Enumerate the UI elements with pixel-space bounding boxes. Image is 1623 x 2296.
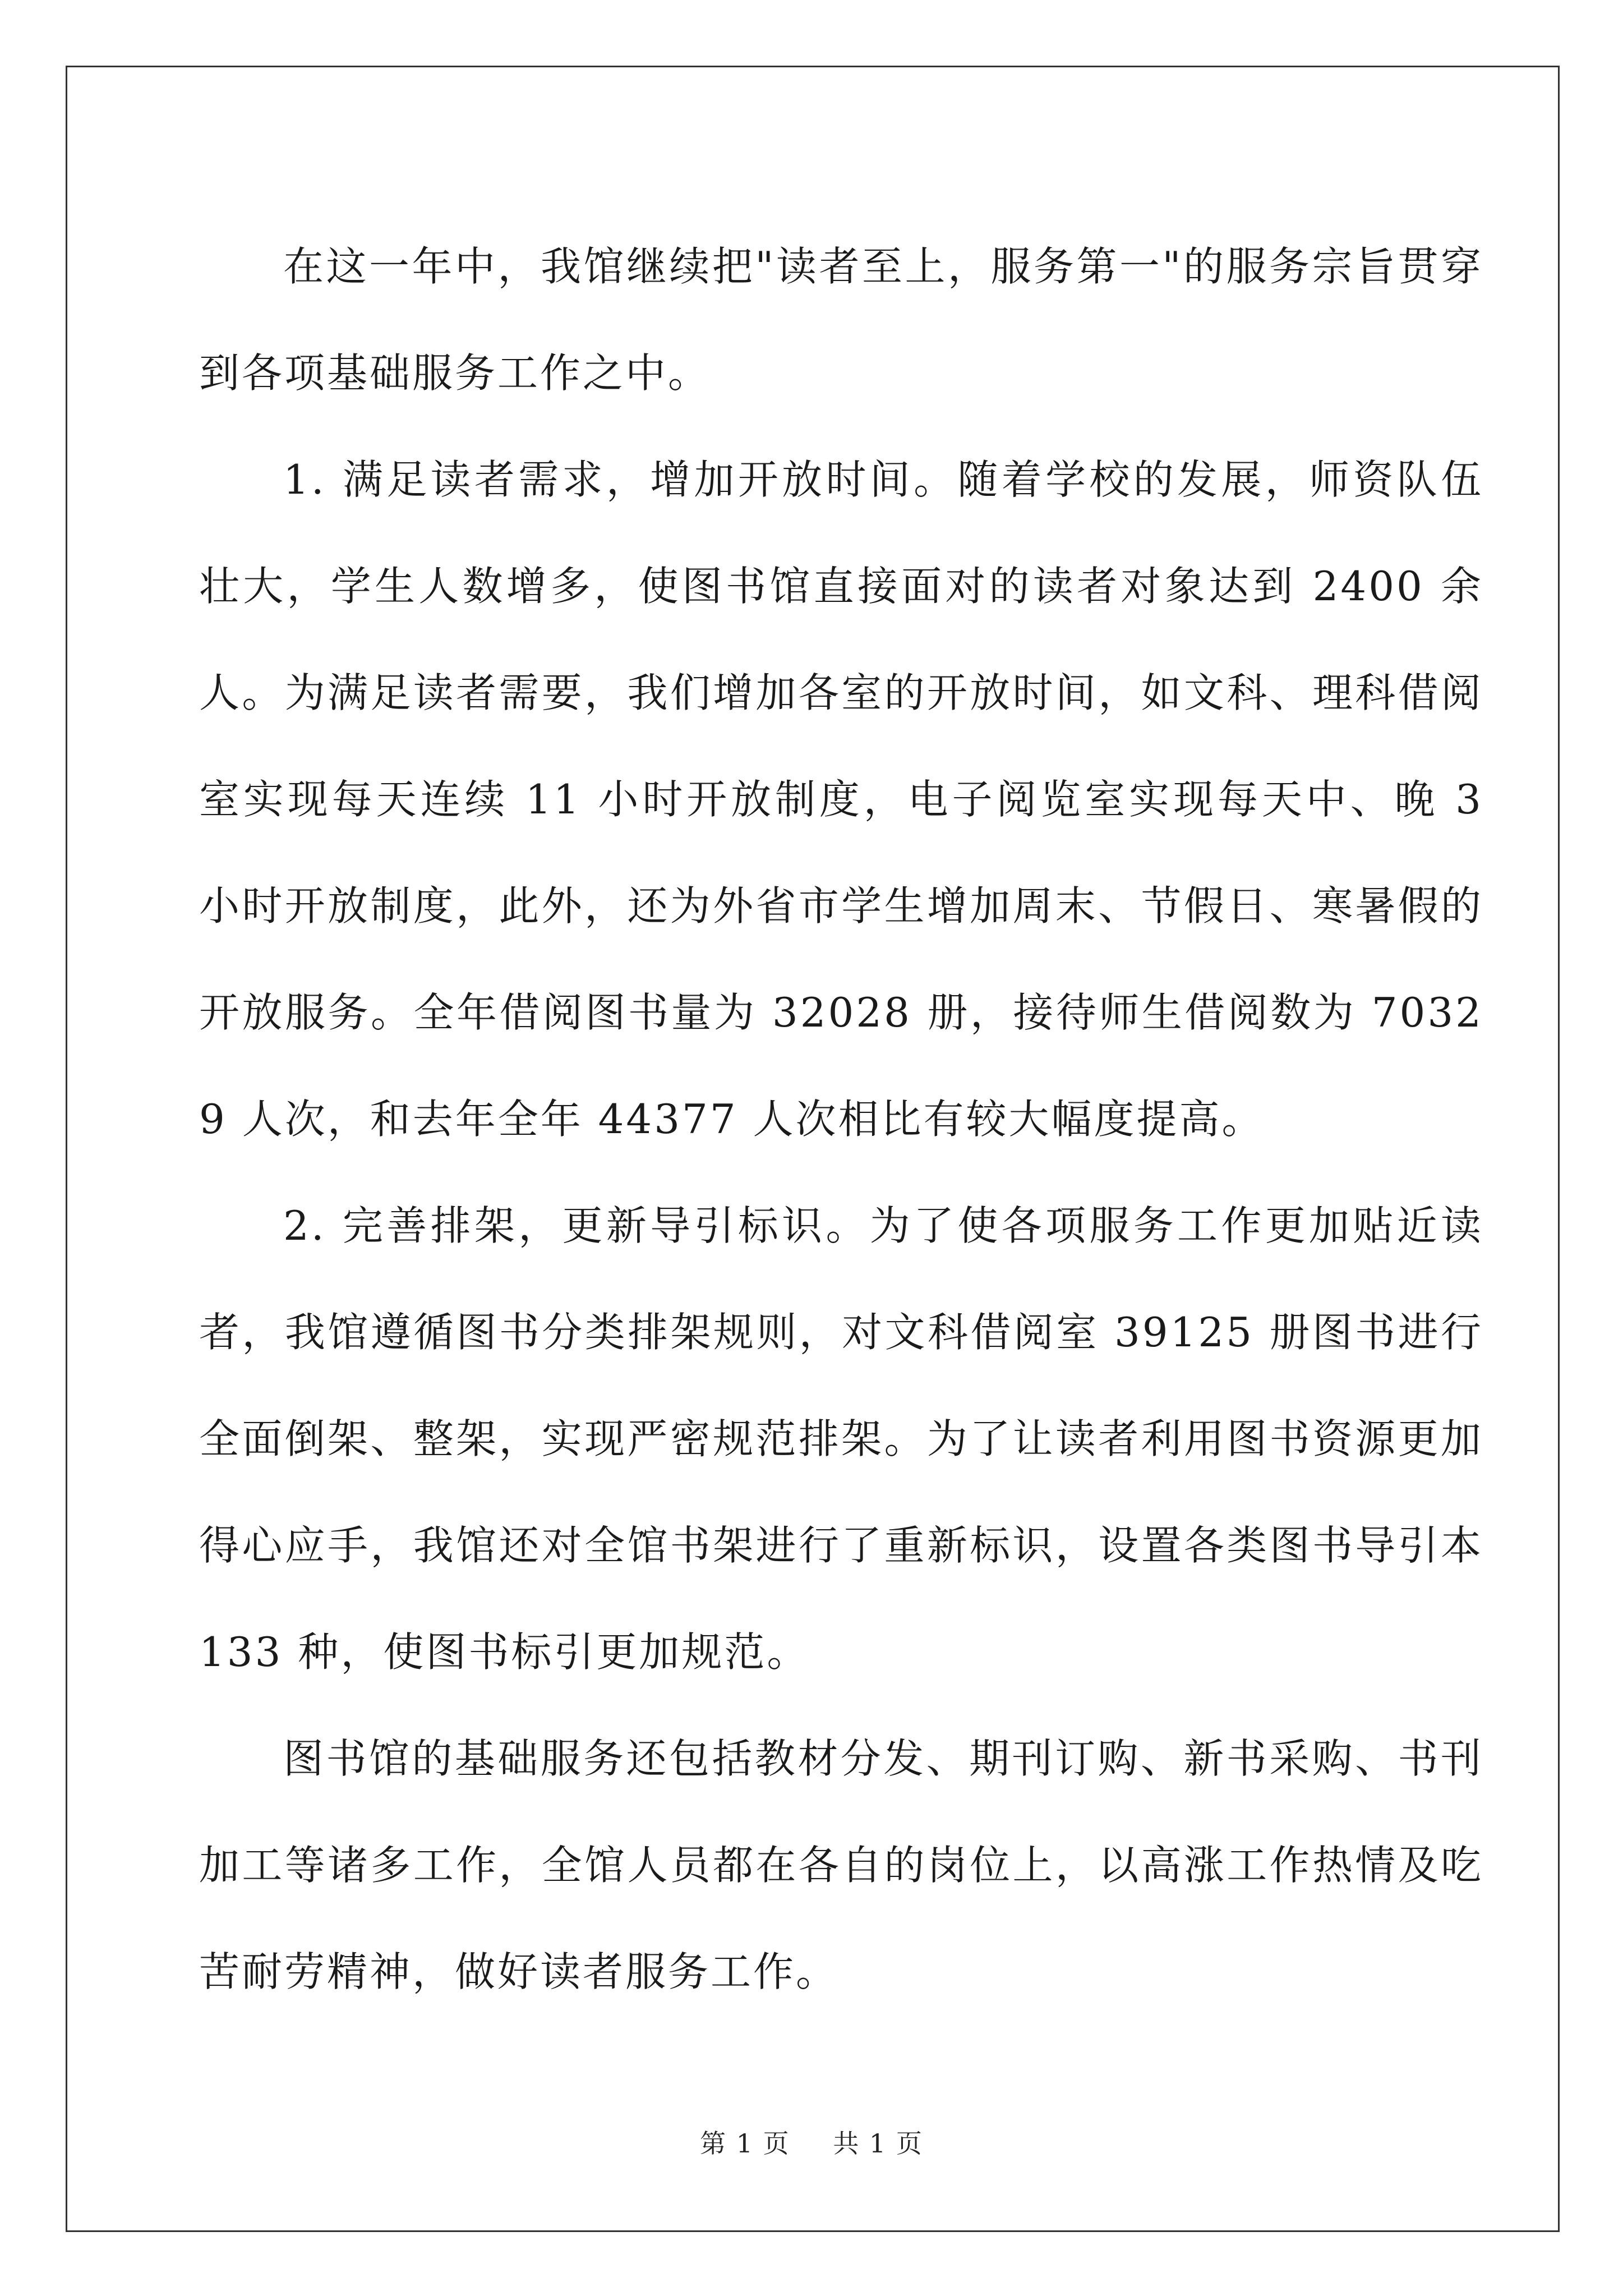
- document-body: [199, 213, 1483, 2025]
- paragraph-opening-hours: 1. 满足读者需求，增加开放时间。随着学校的发展，师资队伍壮大，学生人数增多，使图书馆直接面对的读者对象达到 2400 余人。为满足读者需要，我们增加各室的开放时间，如文科、理科借阅室实现每天连续 11 小时开放制度，电子阅览室实现每天中、晚 3 小时开放制度，此外，还为外省市学生增加周末、节假日、寒暑假的开放服务。全年借阅图书量为 32028 册，接待师生借阅数为 70329 人次，和去年全年 44377 人次相比有较大幅度提高。: [199, 456, 1483, 1143]
- paragraph-basic-services: 图书馆的基础服务还包括教材分发、期刊订购、新书采购、书刊加工等诸多工作，全馆人员都在各自的岗位上，以高涨工作热情及吃苦耐劳精神，做好读者服务工作。: [199, 1735, 1483, 1995]
- paragraph-intro: 在这一年中，我馆继续把"读者至上，服务第一"的服务宗旨贯穿到各项基础服务工作之中。: [199, 243, 1483, 397]
- paragraph-shelving: 2. 完善排架，更新导引标识。为了使各项服务工作更加贴近读者，我馆遵循图书分类排架规则，对文科借阅室 39125 册图书进行全面倒架、整架，实现严密规范排架。为了让读者利用图书资源更加得心应手，我馆还对全馆书架进行了重新标识，设置各类图书导引本 133 种，使图书标引更加规范。: [199, 1202, 1483, 1676]
- page-footer: [0, 2123, 1623, 2160]
- page-total: 共 1 页: [833, 2128, 923, 2159]
- page-number: 第 1 页: [700, 2128, 790, 2159]
